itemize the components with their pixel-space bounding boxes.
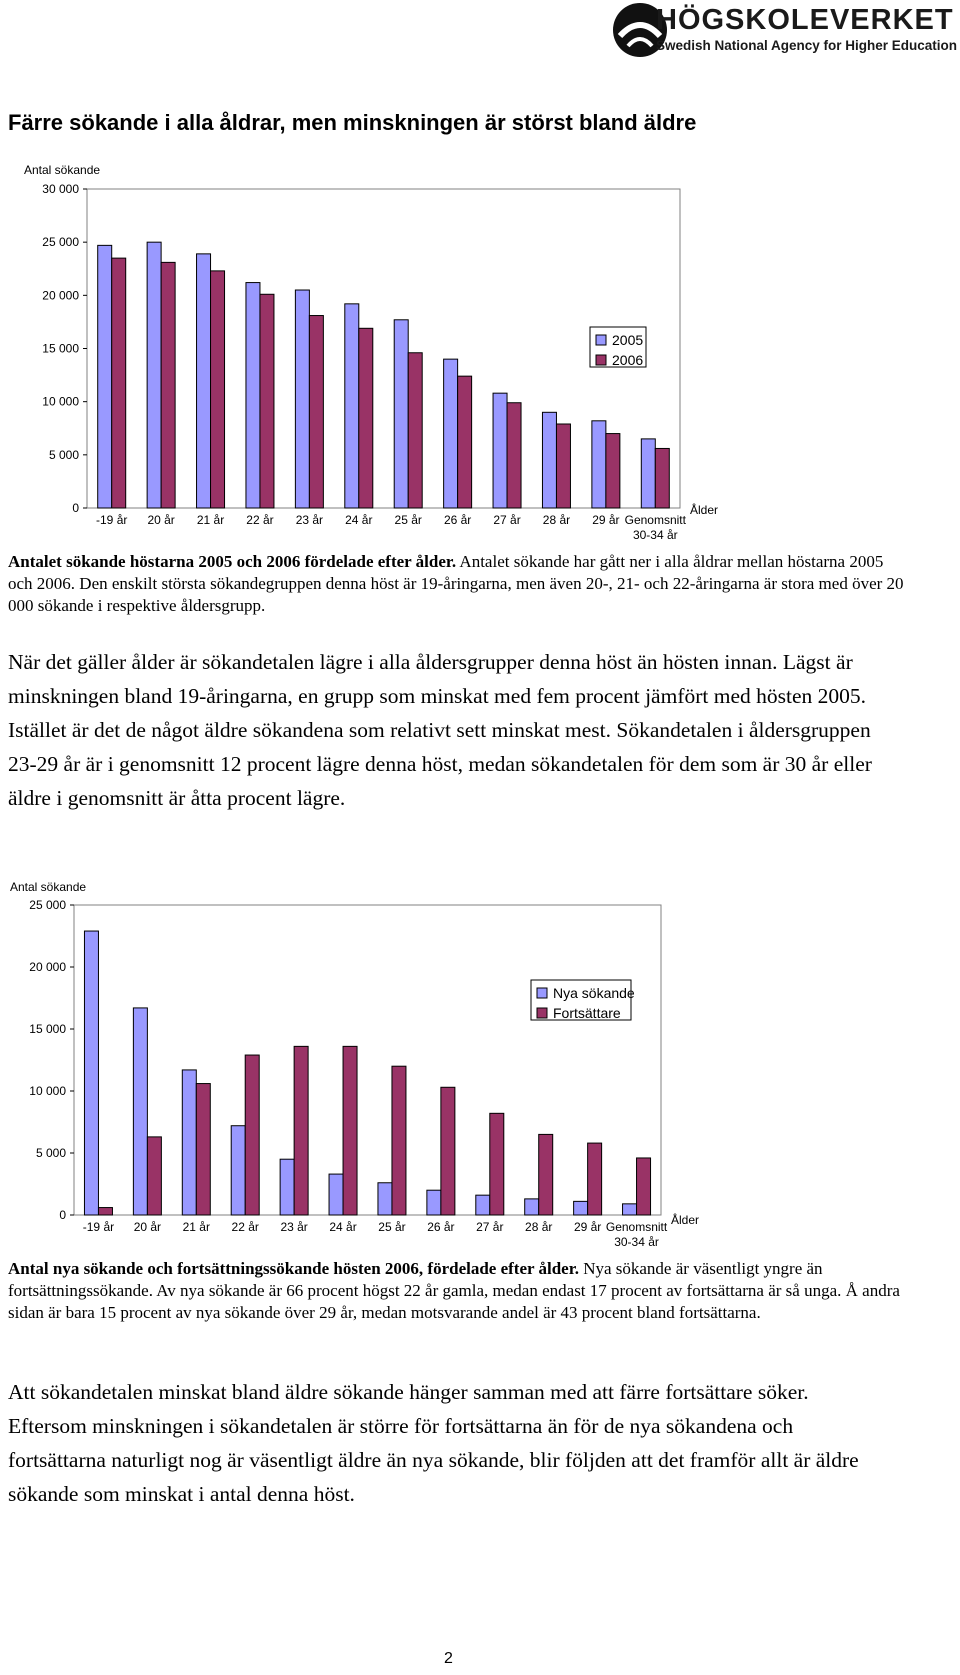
chart2-bar-b: [98, 1208, 112, 1215]
chart1-svg: [0, 160, 960, 550]
chart2-bar-b: [147, 1137, 161, 1215]
chart1-bar-a: [246, 283, 260, 508]
chart2-x-axis-label: Ålder: [671, 1213, 700, 1227]
chart2-y-tick-label: 25 000: [29, 898, 66, 912]
chart2-bar-a: [427, 1190, 441, 1215]
chart2-bar-b: [588, 1143, 602, 1215]
chart1-x-tick-label: 27 år: [493, 513, 521, 527]
chart2-bar-b: [245, 1055, 259, 1215]
chart2-bar-a: [84, 931, 98, 1215]
chart1-y-axis-label: Antal sökande: [24, 163, 101, 177]
chart2-legend-swatch: [537, 988, 547, 998]
chart1-bar-b: [359, 328, 373, 508]
chart2-x-tick-label: -19 år: [82, 1220, 115, 1234]
chart1-bar-a: [641, 439, 655, 508]
chart1-bar-b: [606, 434, 620, 508]
chart1-bar-b: [112, 258, 126, 508]
chart2-x-tick-label: 29 år: [573, 1220, 602, 1234]
chart2-x-tick-label: 20 år: [133, 1220, 162, 1234]
chart2-x-tick-label: Genomsnitt: [605, 1220, 668, 1234]
chart1-y-tick-label: 30 000: [42, 182, 79, 196]
chart2-x-tick-label: 22 år: [231, 1220, 259, 1234]
chart1-legend-label: 2006: [612, 352, 644, 368]
chart2-bar-a: [133, 1008, 147, 1215]
chart2-bar-a: [280, 1159, 294, 1215]
chart2-bar-a: [525, 1199, 539, 1215]
chart2-bar-b: [539, 1134, 553, 1215]
chart1-bar-a: [345, 304, 359, 508]
chart1-legend-swatch: [596, 355, 606, 365]
chart1-x-tick-label: 23 år: [295, 513, 324, 527]
chart2-bar-a: [329, 1174, 343, 1215]
chart2-plot-frame: [74, 905, 661, 1215]
chart1-bar-a: [592, 421, 606, 508]
chart1-legend-label: 2005: [612, 332, 644, 348]
chart2-svg: [0, 877, 960, 1259]
chart-new-vs-continuing: [0, 877, 960, 1259]
chart2-bar-b: [637, 1158, 651, 1215]
chart1-x-tick-label: Genomsnitt: [624, 513, 686, 527]
chart2-y-tick-label: 0: [59, 1208, 66, 1222]
chart1-x-tick-label: -19 år: [96, 513, 128, 527]
chart1-bar-b: [408, 353, 422, 508]
chart1-caption: [8, 551, 908, 617]
page-number: 2: [444, 1650, 453, 1667]
chart2-legend-swatch: [537, 1008, 547, 1018]
chart1-x-tick-label: 30-34 år: [632, 528, 678, 542]
chart1-x-tick-label: 25 år: [394, 513, 422, 527]
chart2-bar-a: [574, 1201, 588, 1215]
chart2-x-tick-label: 23 år: [280, 1220, 308, 1234]
chart1-bar-a: [394, 320, 408, 508]
chart1-bar-b: [458, 376, 472, 508]
chart1-bar-a: [197, 254, 211, 508]
page-heading: Färre sökande i alla åldrar, men minskningen är störst bland äldre: [8, 110, 697, 135]
chart2-bar-a: [378, 1183, 392, 1215]
chart2-y-axis-label: Antal sökande: [10, 880, 87, 894]
paragraph-1: När det gäller ålder är sökandetalen lägre i alla åldersgrupper denna höst än hösten innan. Lägst är minskningen bland 19-åringarna, en grupp som minskat med fem procent jämfört med hösten 2005. Istället är det de något äldre sökandena som relativt sett minskat mest. Sökandetalen i åldersgruppen 23-29 år är i genomsnitt 12 procent lägre denna höst, medan sökandetalen för dem som är 30 år eller äldre i genomsnitt är åtta procent lägre.: [8, 650, 872, 810]
chart1-y-tick-label: 25 000: [42, 235, 79, 250]
chart1-caption-text: Antalet sökande har gått ner i alla åldrar mellan höstarna 2005 och 2006. Den enskilt största sökandegruppen denna höst är 19-åringarna, men även 20-, 21- och 22-åringarna är stora med över 20 000 sökande i respektive åldersgrupp.: [8, 552, 904, 615]
chart2-bar-b: [441, 1087, 455, 1215]
chart1-x-axis-label: Ålder: [690, 503, 719, 517]
chart2-bar-b: [294, 1046, 308, 1215]
chart1-bar-a: [147, 242, 161, 508]
chart1-bar-b: [161, 262, 175, 508]
chart1-caption-bold: Antalet sökande höstarna 2005 och 2006 fördelade efter ålder.: [8, 552, 457, 571]
chart2-bar-b: [490, 1113, 504, 1215]
chart2-caption-text: Nya sökande är väsentligt yngre än fortsättningssökande. Av nya sökande är 66 procent högst 22 år gamla, medan endast 17 procent av fortsättarna är så unga. Å andra sidan är bara 15 procent av nya sökande över 29 år, medan motsvarande andel är 43 procent bland fortsättarna.: [8, 1259, 900, 1322]
chart1-bar-a: [493, 393, 507, 508]
chart2-caption-bold: Antal nya sökande och fortsättningssökande hösten 2006, fördelade efter ålder.: [8, 1259, 579, 1278]
chart1-y-tick-label: 5 000: [48, 447, 79, 462]
chart1-bar-a: [444, 359, 458, 508]
chart2-y-tick-label: 20 000: [29, 960, 66, 974]
chart1-bar-a: [98, 245, 112, 508]
chart1-bar-a: [542, 412, 556, 508]
chart1-legend-swatch: [596, 335, 606, 345]
chart1-x-tick-label: 24 år: [345, 513, 373, 527]
chart1-bar-b: [655, 448, 669, 508]
chart2-legend-label: Fortsättare: [553, 1005, 621, 1021]
chart1-bar-b: [556, 424, 570, 508]
chart2-x-tick-label: 24 år: [329, 1220, 357, 1234]
chart1-x-tick-label: 21 år: [196, 513, 225, 527]
chart1-y-tick-label: 10 000: [42, 394, 79, 409]
chart2-bar-b: [343, 1046, 357, 1215]
paragraph-2: Att sökandetalen minskat bland äldre sökande hänger samman med att färre fortsättare söker. Eftersom minskningen i sökandetalen är större för fortsättarna än för de nya sökandena och fortsättarna naturligt nog är väsentligt äldre än nya sökande, blir följden att det framför allt är äldre sökande som minskat i antal denna höst.: [8, 1380, 859, 1506]
chart2-x-tick-label: 28 år: [525, 1220, 553, 1234]
chart2-y-tick-label: 15 000: [29, 1022, 66, 1036]
chart2-x-tick-label: 27 år: [476, 1220, 504, 1234]
chart2-bar-b: [392, 1066, 406, 1215]
chart2-x-tick-label: 25 år: [378, 1220, 406, 1234]
chart1-y-tick-label: 0: [72, 501, 79, 515]
chart-applicants-by-age: [0, 160, 960, 550]
chart1-bar-b: [260, 294, 274, 508]
chart2-y-tick-label: 5 000: [35, 1146, 66, 1160]
chart2-x-tick-label: 30-34 år: [614, 1235, 659, 1249]
chart1-x-tick-label: 28 år: [542, 513, 571, 527]
chart2-bar-a: [231, 1126, 245, 1215]
chart1-y-tick-label: 20 000: [42, 288, 79, 303]
chart1-x-tick-label: 22 år: [246, 513, 274, 527]
chart2-legend-label: Nya sökande: [553, 985, 635, 1001]
chart1-bar-b: [211, 271, 225, 508]
chart2-bar-a: [476, 1195, 490, 1215]
chart2-x-tick-label: 21 år: [182, 1220, 210, 1234]
chart1-x-tick-label: 20 år: [147, 513, 175, 527]
chart2-bar-b: [196, 1084, 210, 1215]
chart1-y-tick-label: 15 000: [42, 341, 79, 356]
chart1-bar-b: [309, 316, 323, 508]
chart1-bar-a: [295, 290, 309, 508]
chart2-y-tick-label: 10 000: [29, 1084, 66, 1098]
chart2-bar-a: [623, 1204, 637, 1215]
chart2-x-tick-label: 26 år: [427, 1220, 455, 1234]
logo-subtitle: Swedish National Agency for Higher Education: [656, 38, 958, 53]
chart1-bar-b: [507, 403, 521, 508]
chart2-caption: [8, 1258, 908, 1324]
logo-name: HÖGSKOLEVERKET: [656, 4, 954, 36]
chart2-bar-a: [182, 1070, 196, 1215]
chart1-x-tick-label: 29 år: [592, 513, 620, 527]
chart1-x-tick-label: 26 år: [443, 513, 472, 527]
